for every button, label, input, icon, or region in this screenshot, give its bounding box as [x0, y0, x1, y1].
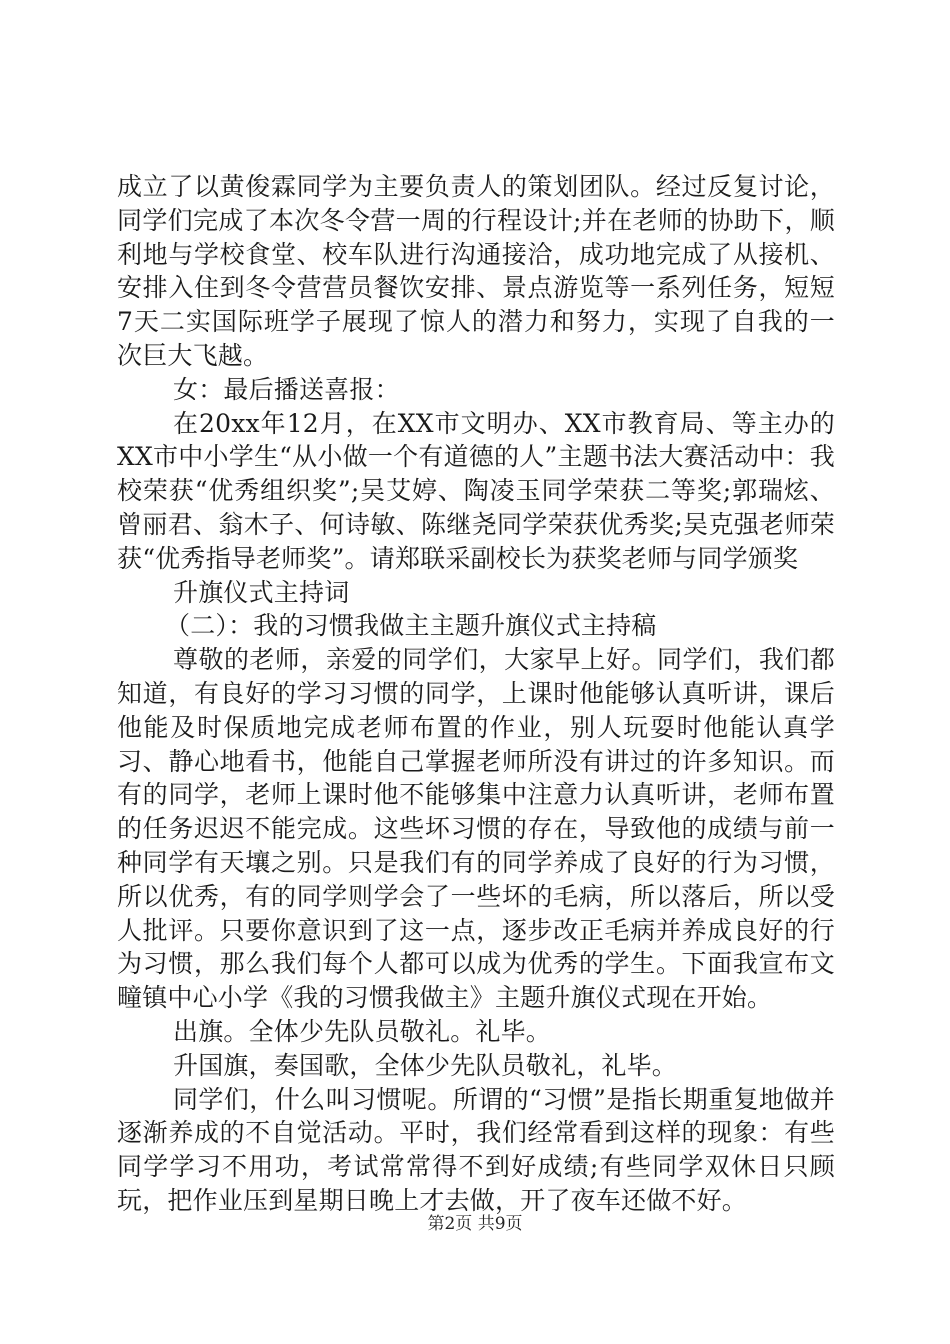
document-body [117, 170, 835, 1218]
paragraph-habit-speech: 同学们，什么叫习惯呢。所谓的“习惯”是指长期重复地做并逐渐养成的不自觉活动。平时，我们经常看到这样的现象：有些同学学习不用功，考试常常得不到好成绩;有些同学双休日只顾玩，把作业压到星期日晚上才去做，开了夜车还做不好。 [117, 1084, 835, 1215]
paragraph-flag-out: 出旗。全体少先队员敬礼。礼毕。 [173, 1016, 552, 1046]
paragraph-award-news: 在20xx年12月，在XX市文明办、XX市教育局、等主办的XX市中小学生“从小做一个有道德的人”主题书法大赛活动中：我校荣获“优秀组织奖”;吴艾婷、陶凌玉同学荣获二等奖;郭瑞炫、曾丽君、翁木子、何诗敏、陈继尧同学荣获优秀奖;吴克强老师荣获“优秀指导老师奖”。请郑联采副校长为获奖老师与同学颁奖 [117, 408, 835, 573]
paragraph-continuation: 成立了以黄俊霖同学为主要负责人的策划团队。经过反复讨论，同学们完成了本次冬令营一周的行程设计;并在老师的协助下，顺利地与学校食堂、校车队进行沟通接洽，成功地完成了从接机、安排入住到冬令营营员餐饮安排、景点游览等一系列任务，短短7天二实国际班学子展现了惊人的潜力和努力，实现了自我的一次巨大飞越。 [117, 172, 835, 370]
paragraph-opening-speech: 尊敬的老师，亲爱的同学们，大家早上好。同学们，我们都知道，有良好的学习习惯的同学，上课时他能够认真听讲，课后他能及时保质地完成老师布置的作业，别人玩耍时他能认真学习、静心地看书，他能自己掌握老师所没有讲过的许多知识。而有的同学，老师上课时他不能够集中注意力认真听讲，老师布置的任务迟迟不能完成。这些坏习惯的存在，导致他的成绩与前一种同学有天壤之别。只是我们有的同学养成了良好的行为习惯，所以优秀，有的同学则学会了一些坏的毛病，所以落后，所以受人批评。只要你意识到了这一点，逐步改正毛病并养成良好的行为习惯，那么我们每个人都可以成为优秀的学生。下面我宣布文疃镇中心小学《我的习惯我做主》主题升旗仪式现在开始。 [117, 645, 835, 1013]
paragraph-flag-raising: 升国旗，奏国歌，全体少先队员敬礼，礼毕。 [173, 1050, 678, 1080]
paragraph-subtitle: （二）：我的习惯我做主主题升旗仪式主持稿 [165, 611, 657, 641]
page-number-footer: 第2页 共9页 [427, 1214, 523, 1234]
paragraph-section-title: 升旗仪式主持词 [173, 577, 350, 607]
paragraph-announcement-heading: 女：最后播送喜报： [173, 374, 400, 404]
